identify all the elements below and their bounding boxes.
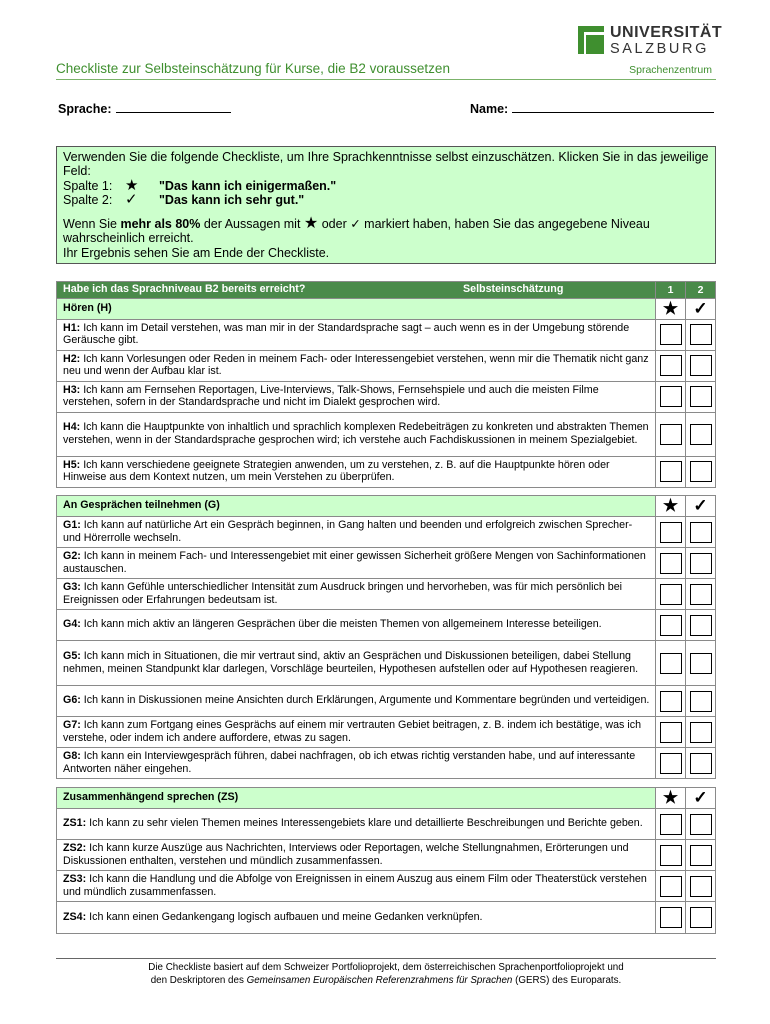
item-text: Ich kann zu sehr vielen Themen meines Interessengebiets klare und detaillierte Beschreibungen und Berichte geben. <box>86 817 643 830</box>
item-text: Ich kann einen Gedankengang logisch aufbauen und meine Gedanken verknüpfen. <box>86 910 483 923</box>
item-code: G1: <box>63 518 81 531</box>
checklist-row-g8 <box>57 748 716 779</box>
checklist-row-h1 <box>57 319 716 350</box>
checkbox-g1-col2[interactable] <box>690 522 712 543</box>
check-icon: ✓ <box>350 217 361 232</box>
footer-line2: den Deskriptoren des Gemeinsamen Europäischen Referenzrahmens für Sprachen (GERS) des Europarats. <box>150 974 622 986</box>
checkbox-zs2-col1[interactable] <box>660 845 682 866</box>
checkbox-h4-col2[interactable] <box>690 424 712 445</box>
item-text: Ich kann die Hauptpunkte von inhaltlich und sprachlich komplexen Redebeiträgen zu konkreten und abstrakten Themen verstehen, wenn in der Standardsprache gesprochen wird; ich verstehe auch Fachdiskussionen in meinem Spezialgebiet. <box>63 421 649 446</box>
checkbox-g5-col2[interactable] <box>690 653 712 674</box>
checkbox-h5-col2[interactable] <box>690 461 712 482</box>
checkbox-h3-col2[interactable] <box>690 386 712 407</box>
item-code: H4: <box>63 421 81 433</box>
column-header-1: 1 <box>656 282 686 299</box>
checkbox-g7-col2[interactable] <box>690 722 712 743</box>
checkbox-g5-col1[interactable] <box>660 653 682 674</box>
department-label: Sprachenzentrum <box>629 64 712 76</box>
item-text: Ich kann ein Interviewgespräch führen, dabei nachfragen, ob ich etwas richtig verstanden habe, und auf interessante Antworten näher eingehen. <box>63 749 636 775</box>
section-title: Zusammenhängend sprechen (ZS) <box>57 788 656 809</box>
column2-text: "Das kann ich sehr gut." <box>159 192 305 207</box>
checklist-row-zs4 <box>57 902 716 934</box>
sprache-label: Sprache: <box>58 102 112 116</box>
item-text: Ich kann mich in Situationen, die mir vertraut sind, aktiv an Gesprächen und Diskussionen beteiligen, dabei Stellung nehmen, meinen Standpunkt klar darlegen, Vorschläge beurteilen, Hypothesen aufstellen oder auf Hypothesen reagieren. <box>63 649 639 675</box>
logo-text-universitaet: UNIVERSITÄT <box>610 24 723 41</box>
checkbox-h5-col1[interactable] <box>660 461 682 482</box>
table-header-question: Habe ich das Sprachniveau B2 bereits erreicht? <box>63 283 306 295</box>
threshold-rule: Wenn Sie mehr als 80% der Aussagen mit ★ oder ✓ markiert haben, haben Sie das angegebene Niveau wahrscheinlich erreicht. <box>63 215 650 246</box>
item-code: H3: <box>63 383 81 396</box>
checkbox-zs3-col2[interactable] <box>690 876 712 897</box>
checkbox-h3-col1[interactable] <box>660 386 682 407</box>
checkbox-g6-col2[interactable] <box>690 691 712 712</box>
checkbox-h4-col1[interactable] <box>660 424 682 445</box>
item-text: Ich kann auf natürliche Art ein Gespräch beginnen, in Gang halten und beenden und erfolgreich zwischen Sprecher- und Hörerrolle wechseln. <box>63 518 633 544</box>
item-code: ZS3: <box>63 872 87 885</box>
result-note: Ihr Ergebnis sehen Sie am Ende der Checkliste. <box>63 245 330 260</box>
section-title: An Gesprächen teilnehmen (G) <box>57 496 656 517</box>
checklist-row-g2 <box>57 548 716 579</box>
checkbox-g7-col1[interactable] <box>660 722 682 743</box>
checkbox-zs1-col2[interactable] <box>690 814 712 835</box>
item-text: Ich kann Vorlesungen oder Reden in meinem Fach- oder Interessengebiet verstehen, wenn mir die Thematik nicht ganz neu und wenn der Aufbau klar ist. <box>63 352 649 378</box>
table-header-assessment: Selbsteinschätzung <box>463 283 564 295</box>
item-code: ZS4: <box>63 910 87 923</box>
item-text: Ich kann zum Fortgang eines Gesprächs auf einem mir vertrauten Gebiet beitragen, z. B. indem ich bestätige, was ich verstehe, oder indem ich andere auffordere, etwas zu sagen. <box>63 718 642 744</box>
star-icon: ★ <box>656 496 686 517</box>
page-title: Checkliste zur Selbsteinschätzung für Kurse, die B2 voraussetzen <box>56 61 450 76</box>
item-text: Ich kann in Diskussionen meine Ansichten durch Erklärungen, Argumente und Kommentare begründen und verteidigen. <box>80 694 650 707</box>
footer-divider <box>56 958 716 959</box>
item-text: Ich kann im Detail verstehen, was man mir in der Standardsprache sagt – auch wenn es in der Umgebung störende Geräusche gibt. <box>63 321 630 347</box>
instructions-box <box>56 146 716 264</box>
column2-legend <box>63 190 709 208</box>
checklist-row-zs1 <box>57 809 716 840</box>
star-icon: ★ <box>656 788 686 809</box>
checkbox-g4-col1[interactable] <box>660 615 682 636</box>
item-text: Ich kann die Handlung und die Abfolge von Ereignissen in einem Auszug aus einem Film oder Theaterstück verstehen und mündlich zusammenfassen. <box>63 872 647 898</box>
name-input[interactable] <box>512 100 714 113</box>
checklist-row-h3 <box>57 381 716 412</box>
checkbox-h2-col2[interactable] <box>690 355 712 376</box>
item-code: H1: <box>63 321 81 334</box>
sprache-input[interactable] <box>116 100 231 113</box>
checklist-table-hoeren <box>56 281 716 488</box>
checklist-row-h4 <box>57 412 716 456</box>
checklist-table-sprechen <box>56 787 716 934</box>
column2-label: Spalte 2: <box>63 192 113 207</box>
check-icon: ✓ <box>686 496 716 517</box>
item-text: Ich kann verschiedene geeignete Strategien anwenden, um zu verstehen, z. B. auf die Hauptpunkte hören oder Hinweise aus dem Kontext nutzen, um mein Verstehen zu überprüfen. <box>63 458 610 484</box>
item-code: H2: <box>63 352 81 365</box>
item-text: Ich kann Gefühle unterschiedlicher Intensität zum Ausdruck bringen und hervorheben, was für mich persönlich bei Ereignissen oder Erfahrungen bedeutsam ist. <box>63 580 623 606</box>
checklist-row-g4 <box>57 610 716 641</box>
logo-text-salzburg: SALZBURG <box>610 41 709 57</box>
section-title: Hören (H) <box>57 298 656 319</box>
footer-line1: Die Checkliste basiert auf dem Schweizer Portfolioprojekt, dem österreichischen Sprachenportfolioprojekt und <box>148 962 624 973</box>
item-code: G6: <box>63 694 81 707</box>
checkbox-g4-col2[interactable] <box>690 615 712 636</box>
checkbox-zs4-col2[interactable] <box>690 907 712 928</box>
star-icon: ★ <box>303 215 319 233</box>
column1-text: "Das kann ich einigermaßen." <box>159 178 337 193</box>
checkbox-zs2-col2[interactable] <box>690 845 712 866</box>
checklist-row-h2 <box>57 350 716 381</box>
item-text: Ich kann kurze Auszüge aus Nachrichten, Interviews oder Reportagen, welche Stellungnahmen, Erörterungen und Diskussionen enthalten, verstehen und mündlich zusammenfassen. <box>63 841 629 867</box>
checkbox-g8-col1[interactable] <box>660 753 682 774</box>
checkbox-g3-col1[interactable] <box>660 584 682 605</box>
checkbox-zs1-col1[interactable] <box>660 814 682 835</box>
checkbox-g8-col2[interactable] <box>690 753 712 774</box>
checkbox-h1-col1[interactable] <box>660 324 682 345</box>
table-header-row <box>57 282 716 299</box>
checklist-row-h5 <box>57 456 716 487</box>
name-label: Name: <box>470 102 509 116</box>
checkbox-g2-col1[interactable] <box>660 553 682 574</box>
checklist-row-zs3 <box>57 871 716 902</box>
column1-label: Spalte 1: <box>63 178 113 193</box>
item-code: G7: <box>63 718 81 731</box>
check-icon: ✓ <box>686 788 716 809</box>
checkbox-zs3-col1[interactable] <box>660 876 682 897</box>
item-code: G5: <box>63 649 81 662</box>
section-header-hoeren <box>57 298 716 319</box>
checklist-row-g6 <box>57 686 716 717</box>
checkbox-h2-col1[interactable] <box>660 355 682 376</box>
checkbox-g2-col2[interactable] <box>690 553 712 574</box>
university-logo-icon <box>578 26 604 54</box>
column1-legend <box>63 176 709 194</box>
checklist-row-g7 <box>57 717 716 748</box>
title-divider <box>56 79 716 80</box>
star-icon: ★ <box>656 298 686 319</box>
checkbox-g1-col1[interactable] <box>660 522 682 543</box>
item-text: Ich kann mich aktiv an längeren Gesprächen über die meisten Themen von allgemeinem Interesse beteiligen. <box>80 618 602 631</box>
name-field <box>470 100 714 116</box>
section-header-gespraeche <box>57 496 716 517</box>
check-icon: ✓ <box>125 190 138 208</box>
checklist-row-g1 <box>57 517 716 548</box>
checklist-table-gespraeche <box>56 495 716 779</box>
item-code: ZS2: <box>63 841 87 854</box>
checkbox-zs4-col1[interactable] <box>660 907 682 928</box>
checklist-row-zs2 <box>57 840 716 871</box>
column-header-2: 2 <box>686 282 716 299</box>
item-text: Ich kann am Fernsehen Reportagen, Live-Interviews, Talk-Shows, Fernsehspiele und auch die meisten Filme verstehen, sofern in der Standardsprache und nicht im Dialekt gesprochen wird. <box>63 383 599 409</box>
item-code: ZS1: <box>63 817 87 830</box>
item-code: G3: <box>63 580 81 593</box>
sprache-field <box>58 100 231 116</box>
instructions-text: Verwenden Sie die folgende Checkliste, um Ihre Sprachkenntnisse selbst einzuschätzen. Klicken Sie in das jeweilige Feld: <box>63 150 709 179</box>
checkbox-g6-col1[interactable] <box>660 691 682 712</box>
item-code: H5: <box>63 458 81 471</box>
university-logo <box>578 24 723 58</box>
checklist-row-g5 <box>57 641 716 686</box>
checklist-row-g3 <box>57 579 716 610</box>
item-text: Ich kann in meinem Fach- und Interessengebiet mit einer gewissen Sicherheit größere Mengen von Sachinformationen austauschen. <box>63 549 646 575</box>
check-icon: ✓ <box>686 298 716 319</box>
checkbox-g3-col2[interactable] <box>690 584 712 605</box>
star-icon: ★ <box>125 176 139 194</box>
section-header-sprechen <box>57 788 716 809</box>
checkbox-h1-col2[interactable] <box>690 324 712 345</box>
item-code: G2: <box>63 549 81 562</box>
item-code: G8: <box>63 749 81 762</box>
footer-note <box>56 962 716 987</box>
item-code: G4: <box>63 618 81 631</box>
